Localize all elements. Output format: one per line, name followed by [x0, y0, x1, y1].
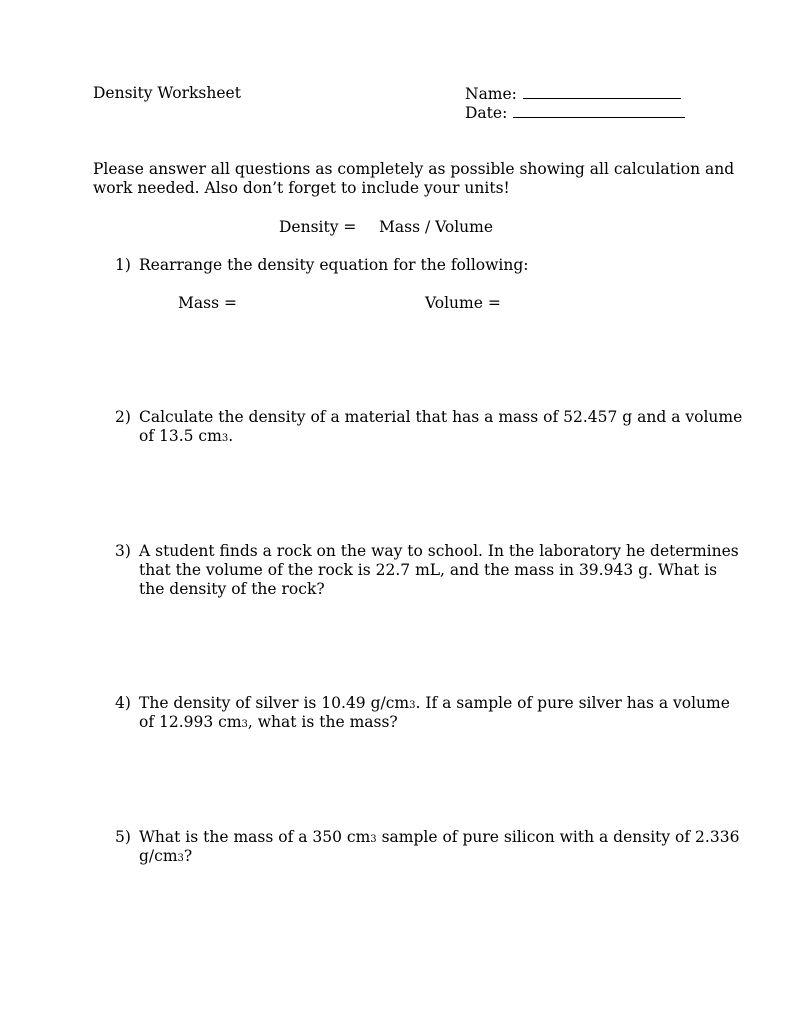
question-5-number: 5): [115, 828, 131, 846]
formula-right: Mass / Volume: [379, 218, 494, 236]
superscript-3: 3: [409, 700, 416, 711]
question-1-number: 1): [115, 256, 131, 274]
superscript-3: 3: [370, 834, 377, 845]
name-blank-line: [523, 84, 681, 99]
date-label: Date:: [465, 104, 508, 122]
superscript-3: 3: [241, 719, 248, 730]
question-3-line-2: that the volume of the rock is 22.7 mL, and the mass in 39.943 g. What is: [139, 561, 718, 579]
instructions-line-2: work needed. Also don’t forget to include your units!: [93, 179, 510, 197]
question-4-number: 4): [115, 694, 131, 712]
question-3-line-1: A student finds a rock on the way to school. In the laboratory he determines: [139, 542, 739, 560]
question-1-mass-label: Mass =: [178, 294, 237, 312]
date-field: [465, 103, 685, 123]
question-3-number: 3): [115, 542, 131, 560]
question-4-line-2: of 12.993 cm3, what is the mass?: [139, 713, 398, 731]
question-2-line-2: of 13.5 cm3.: [139, 427, 234, 445]
question-2-number: 2): [115, 408, 131, 426]
date-blank-line: [513, 103, 685, 118]
name-field: [465, 84, 681, 104]
name-label: Name:: [465, 85, 517, 103]
superscript-3: 3: [221, 433, 229, 444]
instructions-line-1: Please answer all questions as completely as possible showing all calculation and: [93, 160, 735, 178]
superscript-3: 3: [177, 853, 184, 864]
question-4-line-1: The density of silver is 10.49 g/cm3. If a sample of pure silver has a volume: [139, 694, 730, 712]
question-5-line-2: g/cm3?: [139, 847, 193, 865]
question-5-line-1: What is the mass of a 350 cm3 sample of pure silicon with a density of 2.336: [139, 828, 740, 846]
formula-left: Density =: [279, 218, 357, 236]
question-3-line-3: the density of the rock?: [139, 580, 325, 598]
question-2-line-1: Calculate the density of a material that has a mass of 52.457 g and a volume: [139, 408, 743, 426]
question-1-volume-label: Volume =: [425, 294, 501, 312]
question-1-text: Rearrange the density equation for the following:: [139, 256, 529, 274]
worksheet-title: Density Worksheet: [93, 84, 241, 102]
